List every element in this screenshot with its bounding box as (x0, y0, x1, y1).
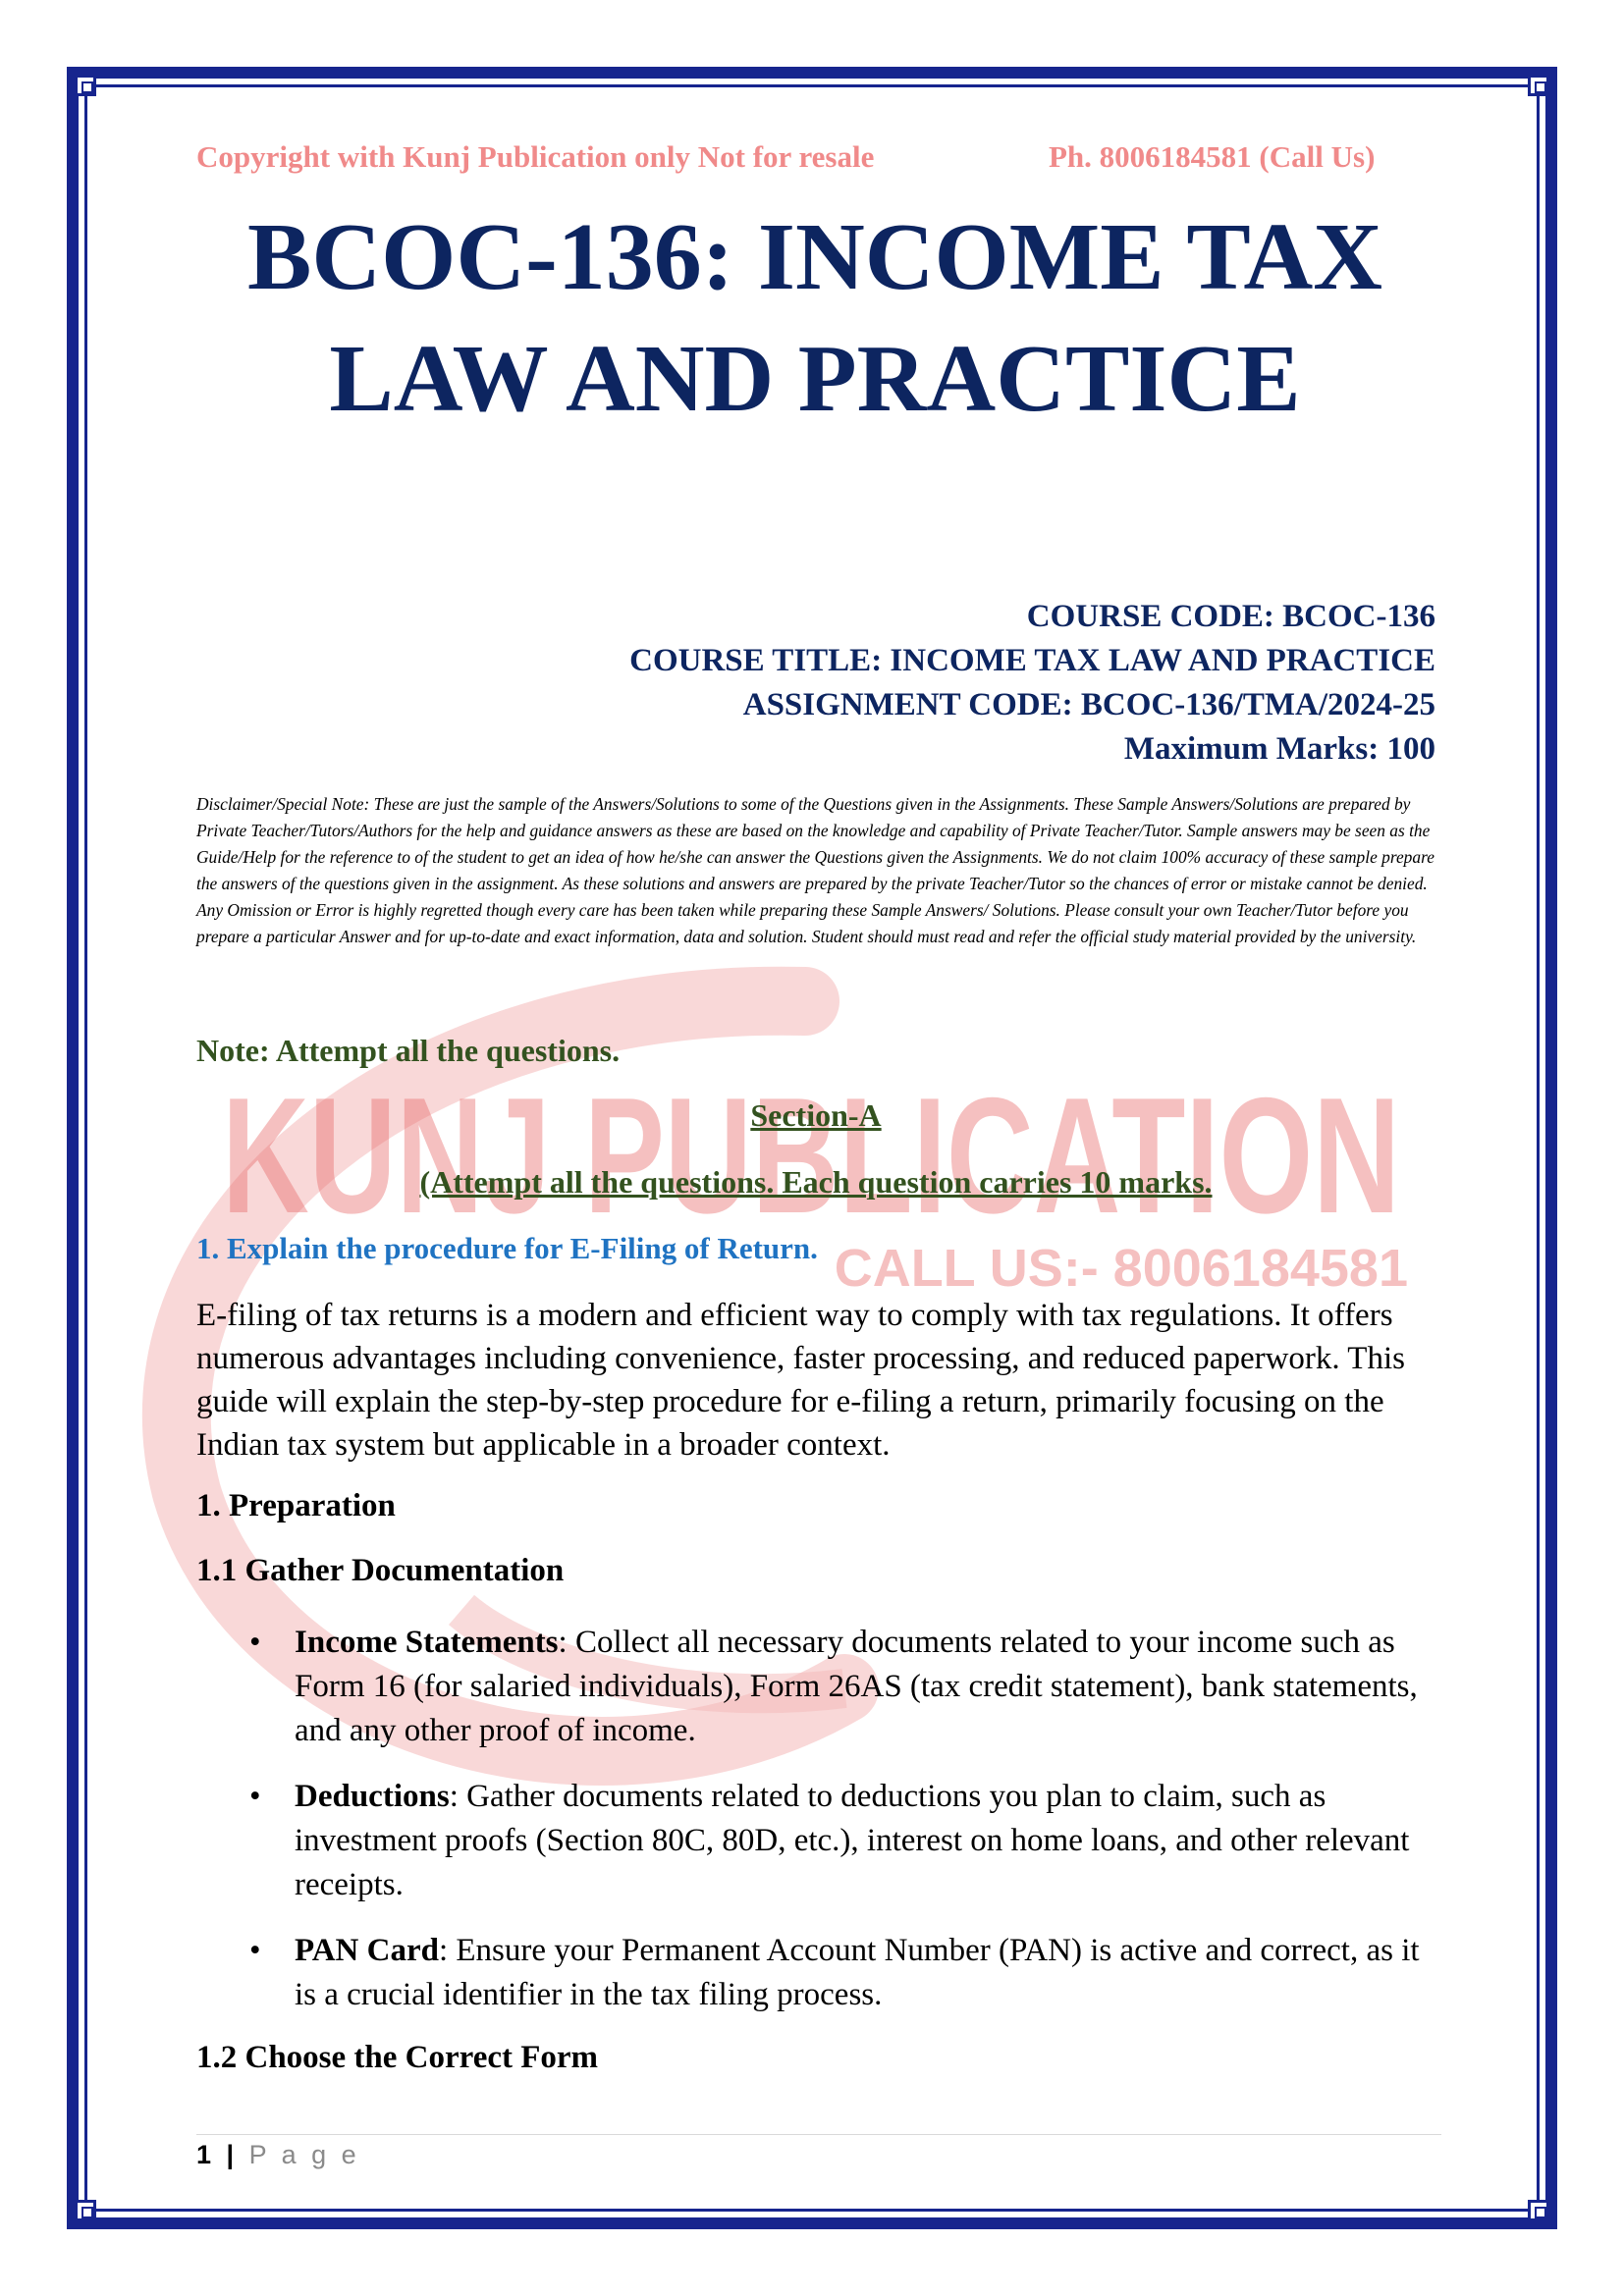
page-number: 1 (196, 2140, 216, 2169)
bullet-term: Income Statements (295, 1625, 559, 1660)
corner-ornament-top-right (1528, 75, 1549, 96)
page-label: P a g e (248, 2140, 360, 2169)
assignment-code: ASSIGNMENT CODE: BCOC-136/TMA/2024-25 (742, 687, 1435, 722)
section-instruction: (Attempt all the questions. Each question carries 10 marks. (419, 1164, 1213, 1200)
bullet-term: PAN Card (295, 1933, 439, 1968)
watermark-brand-text: KUNJ PUBLICATION (222, 1063, 1400, 1248)
course-code: COURSE CODE: BCOC-136 (1026, 599, 1435, 634)
heading-gather-documentation: 1.1 Gather Documentation (196, 1553, 565, 1588)
intro-paragraph: E-filing of tax returns is a modern and efficient way to comply with tax regulations. It offers numerous advantages including convenience, faster processing, and reduced paperwork. This guide will explain the step-by-step procedure for e-filing a return, primarily focusing on the Indian tax system but applicable in a broader context. (196, 1298, 1405, 1463)
course-info (393, 595, 1435, 772)
bullet-text: : Collect all necessary documents related to your income such as Form 16 (for salaried individuals), Form 26AS (tax credit statement), bank statements, and any other proof of income. (295, 1625, 1418, 1748)
heading-choose-form: 1.2 Choose the Correct Form (196, 2040, 599, 2075)
list-item (295, 1929, 1443, 2017)
bullet-text: : Gather documents related to deductions you plan to claim, such as investment proofs (Section 80C, 80D, etc.), interest on home loans, and other relevant receipts. (295, 1779, 1410, 1902)
disclaimer-note: Disclaimer/Special Note: These are just the sample of the Answers/Solutions to some of the Questions given in the Assignments. These Sample Answers/Solutions are prepared by Private Teacher/Tutors/Authors for the help and guidance answers as these are based on the knowledge and capability of Private Teacher/Tutor. Sample answers may be seen as the Guide/Help for the reference to of the student to get an idea of how he/she can answer the Questions given the Assignments. We do not claim 100% accuracy of these sample prepare the answers of the questions given in the assignment. As these solutions and answers are prepared by the private Teacher/Tutor so the chances of error or mistake cannot be denied. Any Omission or Error is highly regretted though every care has been taken while preparing these Sample Answers/ Solutions. Please consult your own Teacher/Tutor before you prepare a particular Answer and for up-to-date and exact information, data and solution. Student should must read and refer the official study material provided by the university. (196, 794, 1435, 946)
phone-text: Ph. 8006184581 (Call Us) (1049, 139, 1376, 174)
corner-ornament-bottom-right (1528, 2200, 1549, 2221)
watermark-call-text: CALL US:- 8006184581 (834, 1239, 1408, 1298)
question-1: 1. Explain the procedure for E-Filing of Return. (196, 1231, 818, 1265)
maximum-marks: Maximum Marks: 100 (1123, 731, 1435, 767)
copyright-header (196, 139, 1434, 175)
list-item (295, 1775, 1443, 1907)
copyright-text: Copyright with Kunj Publication only Not for resale (196, 139, 875, 174)
document-title (157, 196, 1473, 440)
section-heading: Section-A (750, 1097, 882, 1133)
corner-ornament-bottom-left (75, 2200, 96, 2221)
course-title: COURSE TITLE: INCOME TAX LAW AND PRACTICE (629, 643, 1435, 678)
title-line-1: BCOC-136: INCOME TAX (246, 204, 1383, 310)
corner-ornament-top-left (75, 75, 96, 96)
bullet-marker: • (249, 1779, 261, 1814)
bullet-text: : Ensure your Permanent Account Number (PAN) is active and correct, as it is a crucial identifier in the tax filing process. (295, 1933, 1420, 2012)
heading-preparation: 1. Preparation (196, 1488, 396, 1523)
footer-separator: | (226, 2140, 239, 2169)
footer-divider (196, 2134, 1441, 2135)
list-item (295, 1621, 1443, 1753)
bullet-marker: • (249, 1933, 261, 1968)
title-line-2: LAW AND PRACTICE (329, 326, 1301, 432)
page-footer (196, 2140, 360, 2170)
bullet-term: Deductions (295, 1779, 450, 1814)
bullet-marker: • (249, 1625, 261, 1660)
note-text: Note: Attempt all the questions. (196, 1033, 621, 1068)
